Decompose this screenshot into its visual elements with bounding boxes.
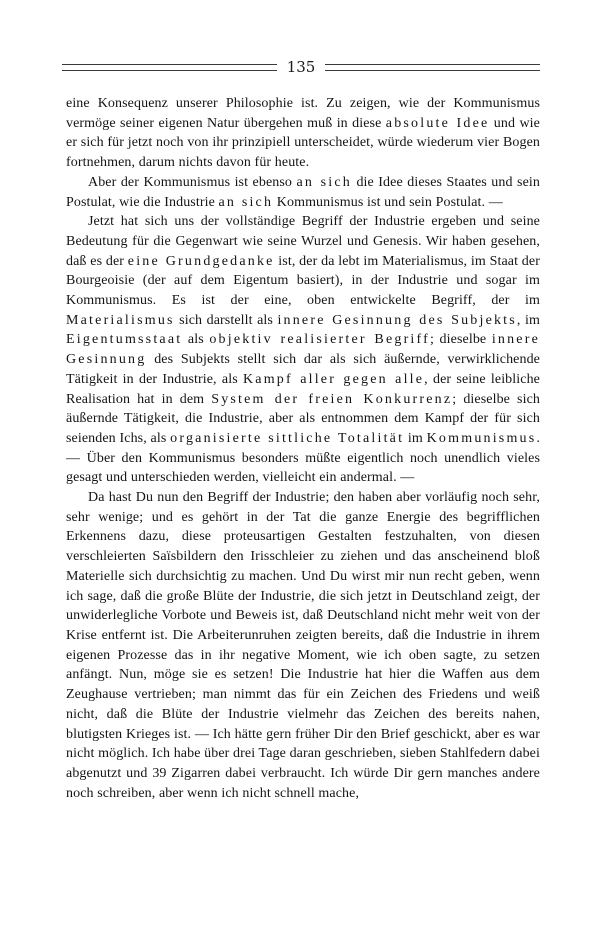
text-segment: Aber der Kommunismus ist ebenso xyxy=(88,174,297,190)
text-segment: Kommunismus ist und sein Postulat. — xyxy=(273,194,503,210)
paragraph xyxy=(66,94,540,173)
header-rule-left xyxy=(62,64,277,71)
text-segment: . — Über den Kommunismus besonders müßte eigentlich noch unendlich vieles gesagt und unterschieden werden, vielleicht ein andermal. — xyxy=(66,430,540,486)
text-segment: sich darstellt als xyxy=(174,312,278,328)
paragraph xyxy=(66,173,540,212)
emphasized-text: Kampf aller gegen alle xyxy=(242,371,425,387)
text-segment: im xyxy=(404,430,427,446)
paragraph xyxy=(66,212,540,488)
text-segment: , im xyxy=(516,312,540,328)
emphasized-text: System der freien Konkurrenz xyxy=(211,391,453,407)
emphasized-text: innere Gesinnung xyxy=(66,332,540,368)
text-segment: und wie er sich für jetzt noch von ihr prinzipiell unterscheidet, würde wiederum vier Bogen fortnehmen, darum nichts davon für heute. xyxy=(66,115,540,171)
text-segment: als xyxy=(182,332,210,348)
text-segment: des Subjekts stellt sich dar als sich äußernde, verwirklichende Tätigkeit in der Industrie, als xyxy=(66,352,540,387)
emphasized-text: innere Gesinnung des Subjekts xyxy=(277,312,517,328)
text-segment: eine Konsequenz unserer Philosophie ist. Zu zeigen, wie der Kommunismus vermöge seiner eigenen Natur übergehen muß in diese xyxy=(66,96,540,131)
emphasized-text: Materialismus xyxy=(66,312,175,328)
header-rule-right xyxy=(325,64,540,71)
text-segment: Jetzt hat sich uns der vollständige Begriff der Industrie ergeben und seine Bedeutung für die Gegenwart wie seine Wurzel und Genesis. Wir haben gesehen, daß es der xyxy=(66,214,540,269)
emphasized-text: Eigentumsstaat xyxy=(66,332,183,348)
page-header xyxy=(62,50,540,84)
emphasized-text: eine Grundgedanke xyxy=(127,253,275,269)
emphasized-text: Kommunismus xyxy=(426,430,537,446)
emphasized-text: absolute Idee xyxy=(385,115,490,131)
text-segment: , der seine leibliche Realisation hat in dem xyxy=(66,371,540,407)
text-segment: ; dieselbe sich äußernde Tätigkeit, die Industrie, aber als entnommen dem Kampf der für sich seienden Ichs, als xyxy=(66,391,540,446)
text-segment: ist, der da lebt im Materialismus, im Staat der Bourgeoisie (der auf dem Eigentum basiert), in der Industrie und sogar im Kommunismus. Es ist der eine, oben entwickelte Begriff, der im xyxy=(66,253,540,309)
emphasized-text: an sich xyxy=(296,174,352,190)
emphasized-text: objektiv realisierter Begriff xyxy=(209,332,430,348)
text-segment: ; dieselbe xyxy=(430,332,492,348)
body-text xyxy=(66,94,540,803)
text-segment: die Idee dieses Staates und sein Postulat, wie die Industrie xyxy=(66,174,540,210)
text-segment: Da hast Du nun den Begriff der Industrie; den haben aber vorläufig noch sehr, sehr wenige; und es gehört in der Tat die ganze Energie des begrifflichen Erkennens dazu, diese proteusartigen Gestalten festzuhalten, von diesen verschleierten Saïsbildern den Irisschleier zu ziehen und das anscheinend bloß Materielle sich durchsichtig zu machen. Und Du wirst mir nun recht geben, wenn ich sage, daß die große Blüte der Industrie, die sich jetzt in Deutschland zeigt, der unwiderlegliche Vorbote und Beweis ist, daß Deutschland nicht mehr weit von der Krise entfernt ist. Die Arbeiterunruhen zeigten bereits, daß die Industrie in ihrem eigenen Prozesse das in ihr negative Moment, wie ich oben sagte, zu setzen anfängt. Nun, möge sie es setzen! Die Industrie hat hier die Waffen aus dem Zeughause vertrieben; man nimmt das für ein Zeichen des Friedens und weiß nicht, daß die Blüte der Industrie vielmehr das Zeichen des bereits nahen, blutigsten Krieges ist. — Ich hätte gern früher Dir den Brief geschickt, aber es war nicht möglich. Ich habe über drei Tage daran geschrieben, sieben Stahlfedern dabei abgenutzt und 39 Zigarren dabei verbraucht. Ich würde Dir gern manches andere noch schreiben, aber wenn ich nicht schnell mache, xyxy=(66,490,540,801)
page-number: 135 xyxy=(286,57,316,76)
paragraph xyxy=(66,488,540,803)
emphasized-text: an sich xyxy=(218,194,274,210)
emphasized-text: organisierte sittliche Totalität xyxy=(170,430,405,446)
